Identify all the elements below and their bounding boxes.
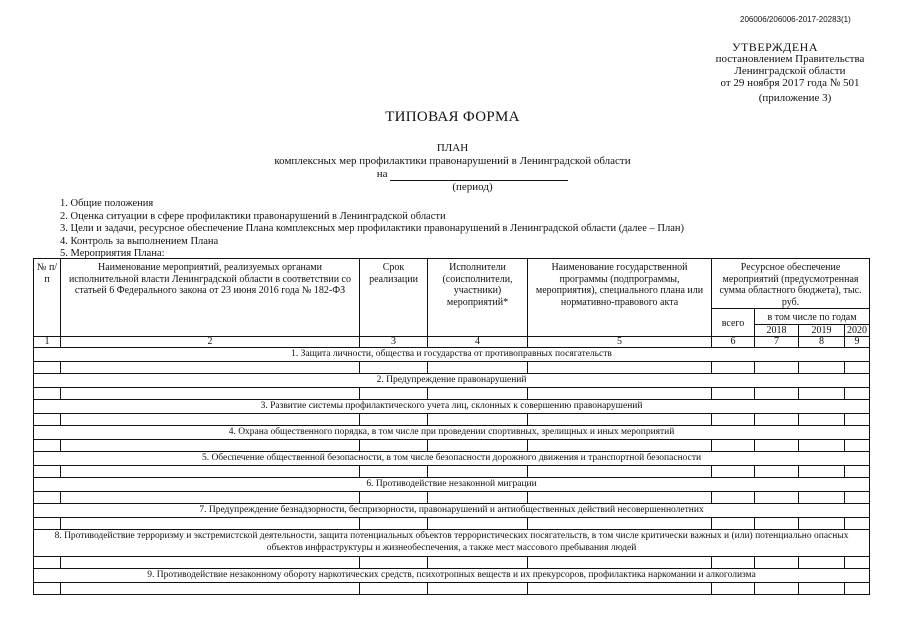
section-row: [34, 348, 870, 362]
document-id: 206006/206006-2017-20283(1): [740, 15, 851, 24]
header-num: № п/п: [34, 259, 61, 337]
section-title: 7. Предупреждение безнадзорности, беспризорности, правонарушений и антиобщественных действий несовершеннолетних: [34, 504, 870, 518]
section-title: 8. Противодействие терроризму и экстремистской деятельности, защита потенциальных объектов террористических посягательств, в том числе критически важных и (или) потенциально опасных объектов инфраструктуры и жизнеобеспечения, а также мест массового пребывания людей: [34, 530, 870, 557]
period-prefix: на: [376, 168, 388, 180]
section-title: 9. Противодействие незаконному обороту наркотических средств, психотропных веществ и их прекурсоров, профилактика наркомании и алкоголизма: [34, 569, 870, 583]
measures-table-wrap: [33, 258, 869, 595]
header-total: всего: [712, 309, 755, 337]
approval-line: постановлением Правительства: [715, 53, 865, 65]
empty-row: [34, 557, 870, 569]
column-number: 6: [712, 337, 755, 348]
outline-item: 2. Оценка ситуации в сфере профилактики правонарушений в Ленинградской области: [60, 210, 446, 222]
section-row: [34, 400, 870, 414]
header-term: Срок реализации: [360, 259, 428, 337]
column-number: 1: [34, 337, 61, 348]
empty-row: [34, 518, 870, 530]
section-row: [34, 374, 870, 388]
section-title: 1. Защита личности, общества и государства от противоправных посягательств: [34, 348, 870, 362]
header-year: 2019: [799, 324, 845, 337]
empty-row: [34, 492, 870, 504]
section-title: 3. Развитие системы профилактического учета лиц, склонных к совершению правонарушений: [34, 400, 870, 414]
empty-row: [34, 466, 870, 478]
header-year: 2020: [845, 324, 870, 337]
period-caption: (период): [452, 181, 493, 193]
section-title: 4. Охрана общественного порядка, в том числе при проведении спортивных, зрелищных и иных мероприятий: [34, 426, 870, 440]
column-numbers-row: [34, 337, 870, 348]
empty-row: [34, 583, 870, 595]
plan-heading: ПЛАН: [436, 142, 469, 154]
header-program: Наименование государственной программы (подпрограммы, мероприятия), специального плана или нормативно-правового акта: [528, 259, 712, 337]
section-row: [34, 426, 870, 440]
section-title: 5. Обеспечение общественной безопасности, в том числе безопасности дорожного движения и транспортной безопасности: [34, 452, 870, 466]
approval-title: УТВЕРЖДЕНА: [731, 40, 818, 54]
measures-table: [33, 258, 870, 595]
outline-item: 4. Контроль за выполнением Плана: [60, 235, 219, 247]
header-by-years: в том числе по годам: [755, 309, 870, 325]
empty-row: [34, 414, 870, 426]
header-resources: Ресурсное обеспечение мероприятий (предусмотренная сумма областного бюджета), тыс. руб.: [712, 259, 870, 309]
plan-heading-block: [0, 142, 905, 194]
empty-row: [34, 440, 870, 452]
header-name: Наименование мероприятий, реализуемых органами исполнительной власти Ленинградской области в соответствии со статьей 6 Федерального закона от 23 июня 2016 года № 182-ФЗ: [61, 259, 360, 337]
header-executors: Исполнители (соисполнители, участники) мероприятий*: [428, 259, 528, 337]
column-number: 8: [799, 337, 845, 348]
outline-item: 1. Общие положения: [60, 198, 154, 209]
section-title: 6. Противодействие незаконной миграции: [34, 478, 870, 492]
period-line: [377, 168, 569, 181]
column-number: 2: [61, 337, 360, 348]
outline-item: 3. Цели и задачи, ресурсное обеспечение Плана комплексных мер профилактики правонарушений в Ленинградской области (далее – План): [60, 223, 684, 234]
period-blank: [390, 170, 568, 181]
column-number: 7: [755, 337, 799, 348]
outline-item: 5. Мероприятия Плана:: [60, 248, 165, 259]
approval-appendix: (приложение 3): [758, 92, 832, 104]
section-row: [34, 530, 870, 557]
plan-subtitle: комплексных мер профилактики правонарушений в Ленинградской области: [274, 155, 631, 167]
approval-stamp: [660, 41, 890, 104]
empty-row: [34, 362, 870, 374]
form-title: ТИПОВАЯ ФОРМА: [385, 109, 520, 125]
column-number: 5: [528, 337, 712, 348]
approval-line: от 29 ноября 2017 года № 501: [720, 77, 860, 89]
column-number: 9: [845, 337, 870, 348]
header-year: 2018: [755, 324, 799, 337]
section-row: [34, 452, 870, 466]
outline-list: [60, 198, 684, 261]
section-row: [34, 504, 870, 518]
column-number: 4: [428, 337, 528, 348]
column-number: 3: [360, 337, 428, 348]
section-row: [34, 478, 870, 492]
section-row: [34, 569, 870, 583]
empty-row: [34, 388, 870, 400]
approval-line: Ленинградской области: [734, 65, 846, 77]
section-title: 2. Предупреждение правонарушений: [34, 374, 870, 388]
